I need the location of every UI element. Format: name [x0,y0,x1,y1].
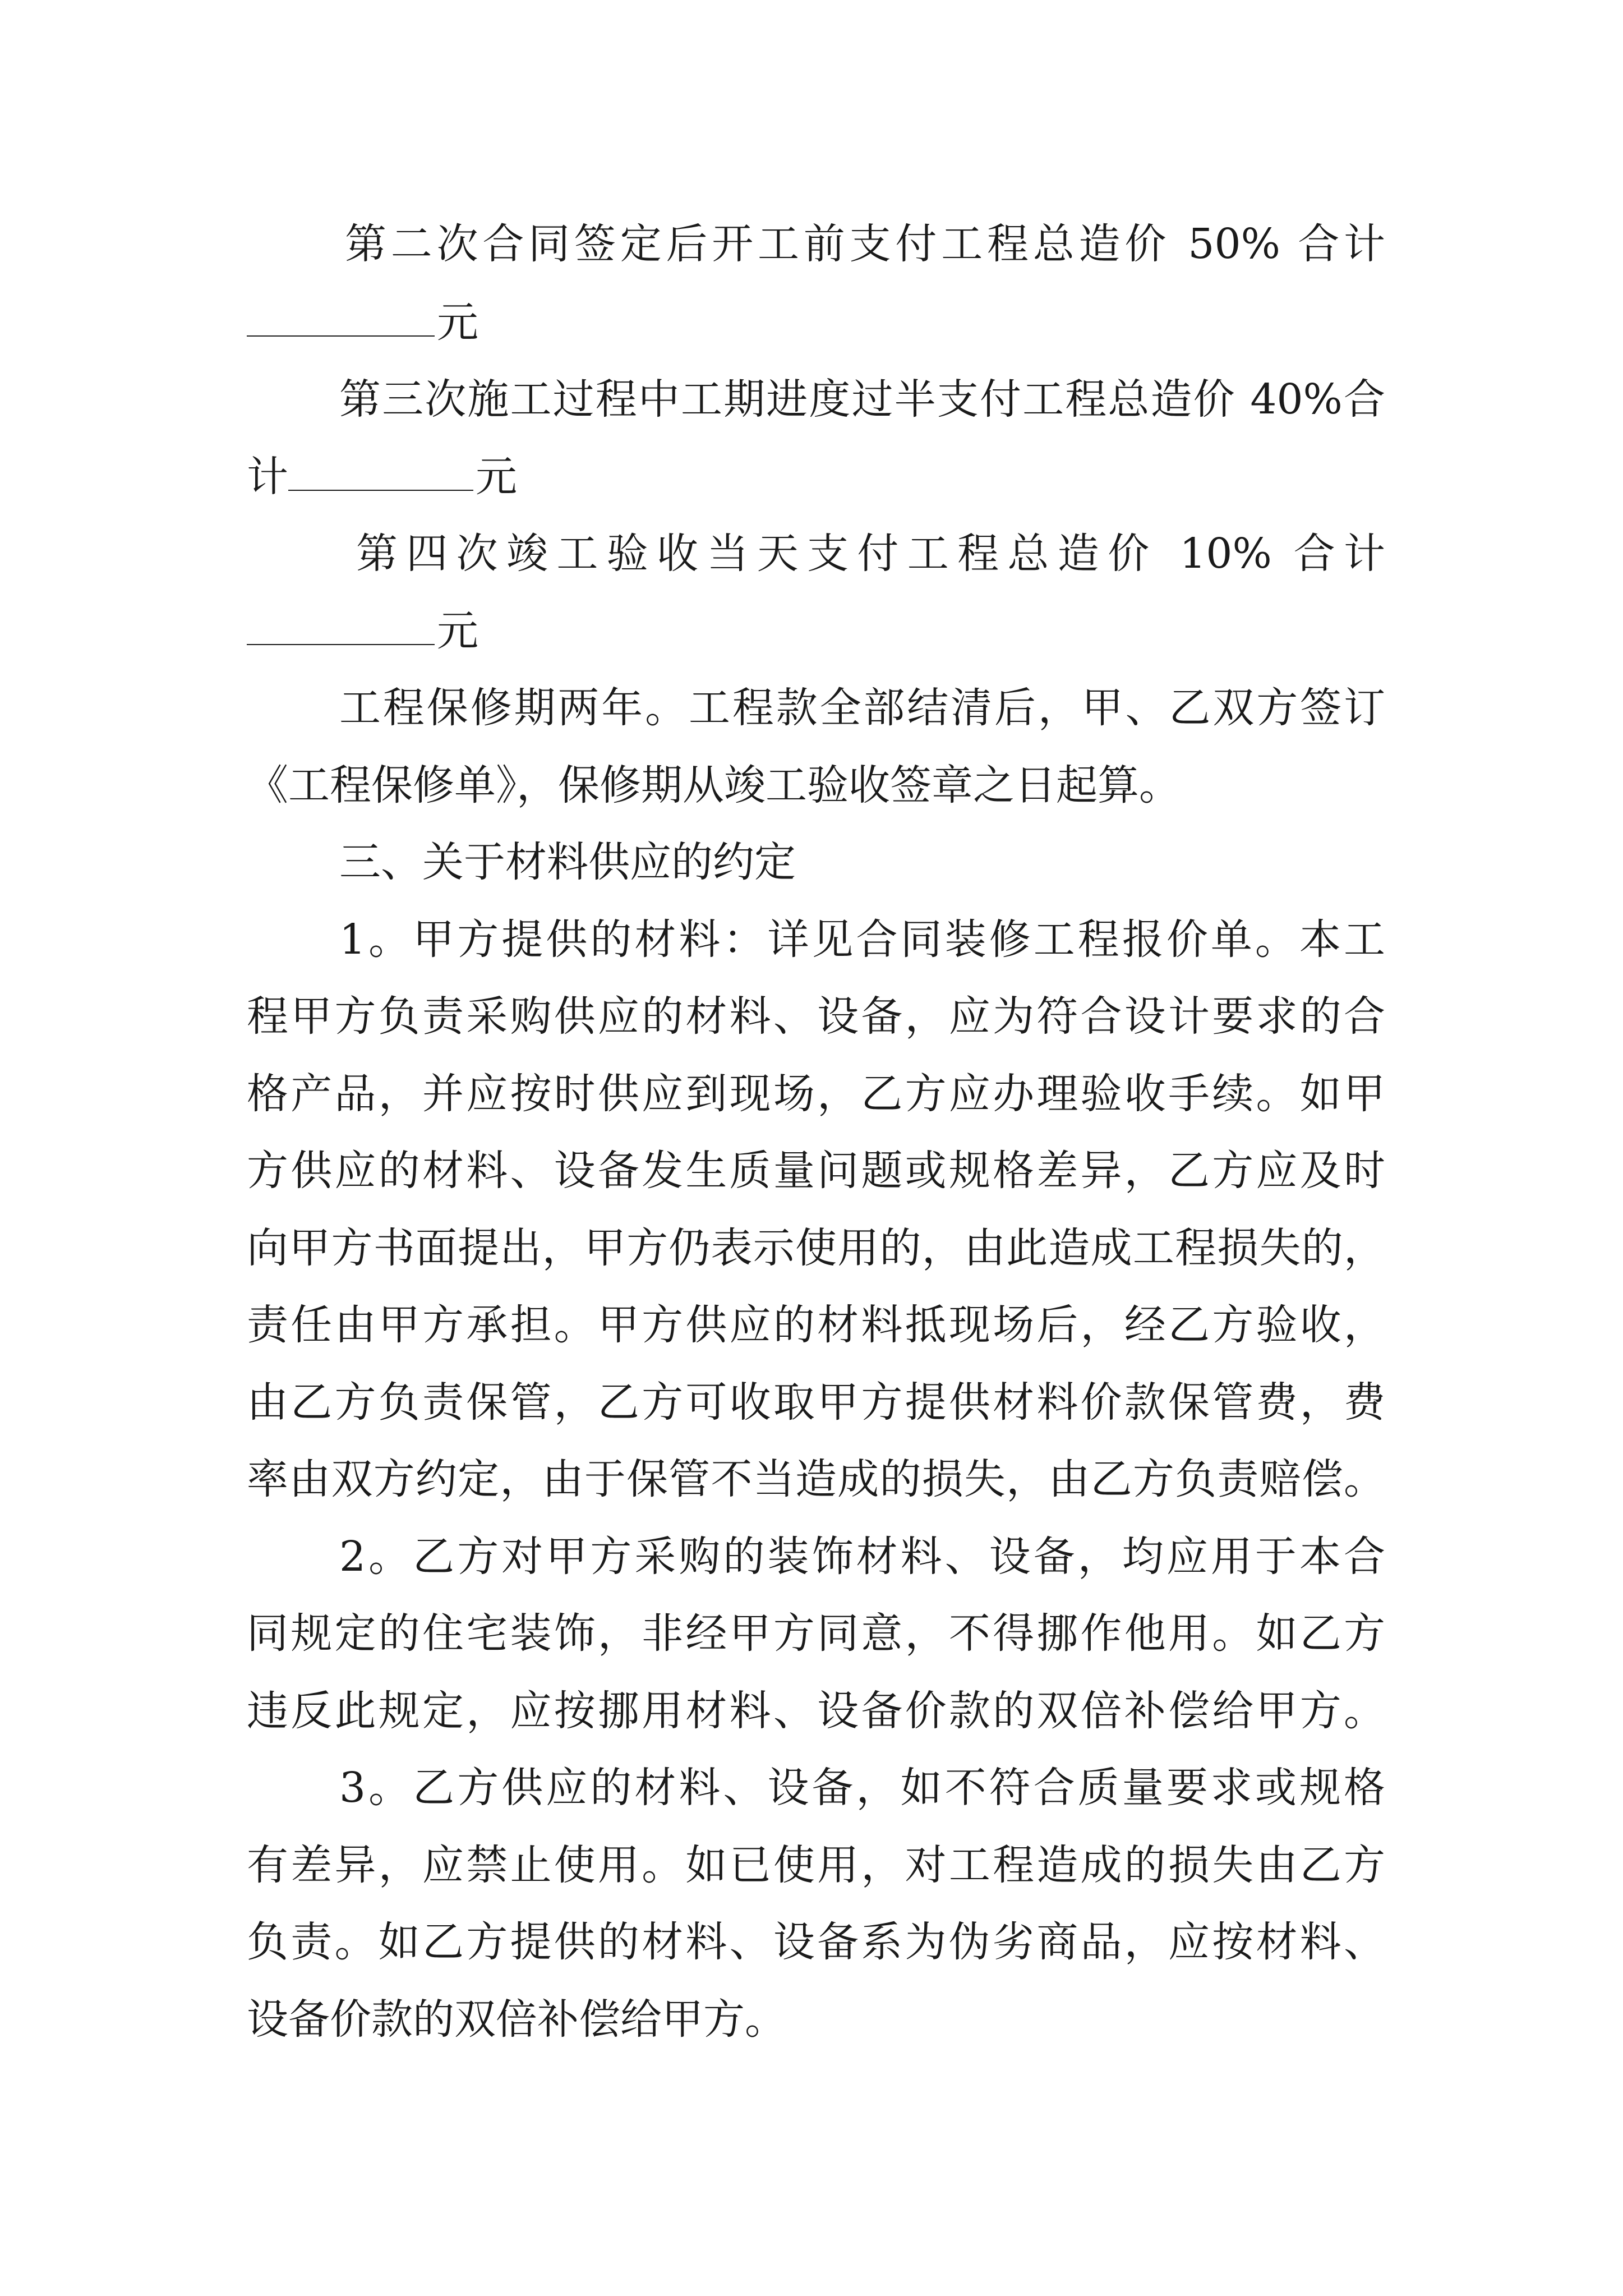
item1-line-2: 程甲方负责采购供应的材料、设备，应为符合设计要求的合 [247,992,1385,1041]
item1-line-4: 方供应的材料、设备发生质量问题或规格差异，乙方应及时 [247,1147,1385,1195]
payment-fourth-unit: 元 [437,607,478,655]
item3-line-2: 有差异，应禁止使用。如已使用，对工程造成的损失由乙方 [247,1841,1385,1889]
item1-line-1: 1。甲方提供的材料：详见合同装修工程报价单。本工 [339,915,1385,964]
payment-second-blank [247,296,435,337]
payment-third-amount [247,449,1385,505]
warranty-line-1: 工程保修期两年。工程款全部结清后，甲、乙双方签订 [339,684,1385,732]
item3-line-3: 负责。如乙方提供的材料、设备系为伪劣商品，应按材料、 [247,1918,1385,1966]
payment-fourth-blank [247,605,435,645]
item2-line-1: 2。乙方对甲方采购的装饰材料、设备，均应用于本合 [339,1533,1385,1581]
item1-line-5: 向甲方书面提出，甲方仍表示使用的，由此造成工程损失的， [247,1224,1385,1272]
section-heading: 三、关于材料供应的约定 [339,838,796,886]
payment-third-blank [288,450,473,491]
payment-second-unit: 元 [437,298,478,347]
payment-third-unit: 元 [476,453,517,501]
payment-second-line: 第二次合同签定后开工前支付工程总造价 50% 合计 [345,220,1385,268]
payment-third-line: 第三次施工过程中工期进度过半支付工程总造价 40%合 [339,375,1385,424]
warranty-line-2: 《工程保修单》，保修期从竣工验收签章之日起算。 [247,761,1181,809]
item3-line-1: 3。乙方供应的材料、设备，如不符合质量要求或规格 [339,1764,1385,1812]
item1-line-6: 责任由甲方承担。甲方供应的材料抵现场后，经乙方验收， [247,1301,1385,1349]
item2-line-2: 同规定的住宅装饰，非经甲方同意，不得挪作他用。如乙方 [247,1609,1385,1658]
item1-line-7: 由乙方负责保管，乙方可收取甲方提供材料价款保管费，费 [247,1378,1385,1427]
payment-fourth-amount [247,603,1385,659]
item3-line-4: 设备价款的双倍补偿给甲方。 [247,1995,786,2044]
item1-line-8: 率由双方约定，由于保管不当造成的损失，由乙方负责赔偿。 [247,1455,1385,1503]
item2-line-3: 违反此规定，应按挪用材料、设备价款的双倍补偿给甲方。 [247,1687,1385,1735]
payment-third-prefix: 计 [247,453,288,501]
payment-fourth-line: 第四次竣工验收当天支付工程总造价 10% 合计 [356,530,1385,578]
payment-second-amount [247,295,1385,351]
item1-line-3: 格产品，并应按时供应到现场，乙方应办理验收手续。如甲 [247,1070,1385,1118]
